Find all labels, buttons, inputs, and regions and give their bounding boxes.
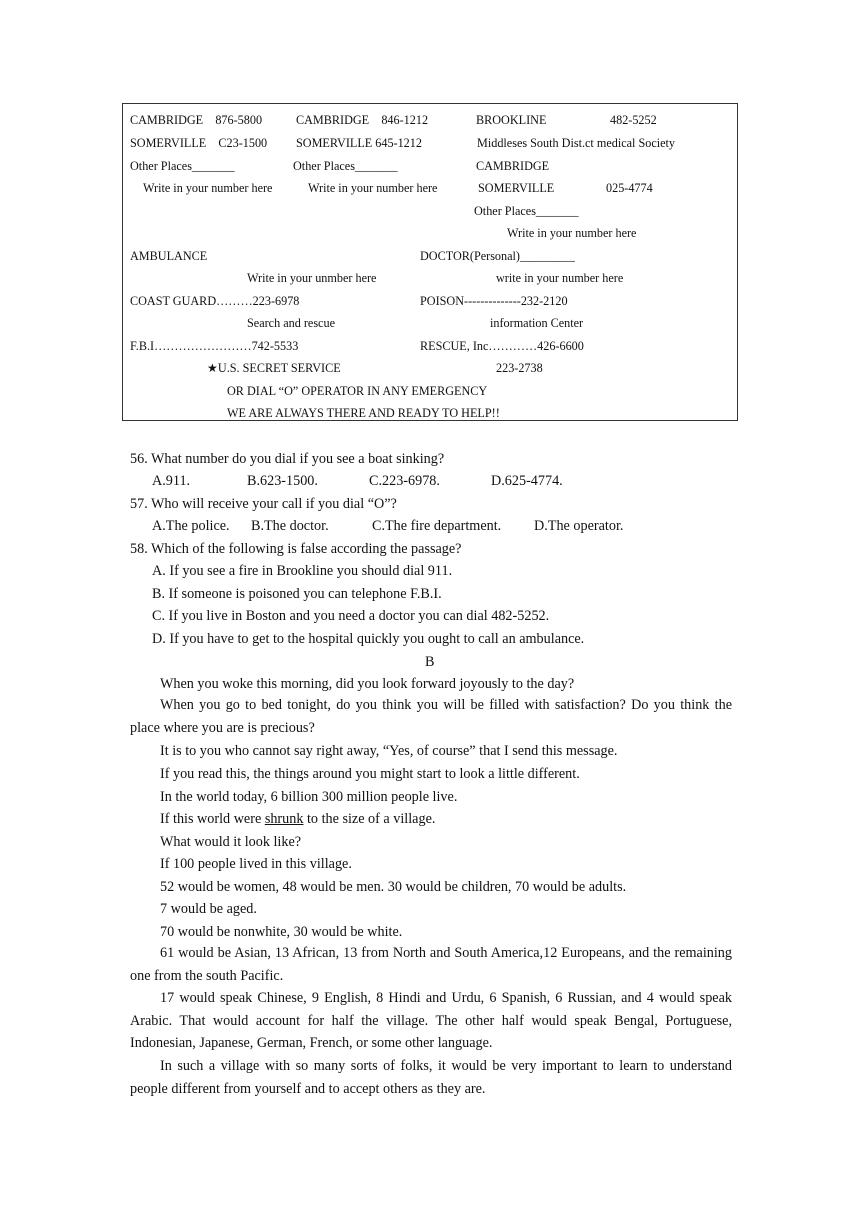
paragraph: In such a village with so many sorts of folks, it would be very important to learn to understand people different from yourself and to accept others as they are. [130,1058,732,1097]
dir-entry: 482-5252 [610,113,657,127]
dir-entry: SOMERVILLE [478,181,555,195]
option-b: B. If someone is poisoned you can telephone F.B.I. [152,586,442,602]
option-b: B.623-1500. [247,473,318,489]
dir-entry: write in your number here [496,271,624,285]
dir-entry: CAMBRIDGE 876-5800 [130,113,263,127]
underlined-word: shrunk [264,811,304,827]
paragraph: If you read this, the things around you might start to look a little different. [160,766,580,782]
paragraph: 17 would speak Chinese, 9 English, 8 Hindi and Urdu, 6 Spanish, 6 Russian, and 4 would speak Arabic. That would account for half the village. The other half would speak Bengal, Portuguese, Indonesian, Japanese, German, French, or some other language. [130,990,732,1052]
paragraph: 52 would be women, 48 would be men. 30 would be children, 70 would be adults. [160,879,627,895]
dir-entry: SOMERVILLE 645-1212 [296,136,422,150]
paragraph: In the world today, 6 billion 300 million people live. [160,789,458,805]
option-d: D. If you have to get to the hospital quickly you ought to call an ambulance. [152,631,585,647]
paragraph: It is to you who cannot say right away, “Yes, of course” that I send this message. [160,743,618,759]
text-run: If this world were [160,811,265,827]
dir-entry: OR DIAL “O” OPERATOR IN ANY EMERGENCY [227,384,488,398]
dir-entry: COAST GUARD………223-6978 [130,294,300,308]
option-d: D.The operator. [534,518,624,534]
question-58: 58. Which of the following is false according the passage? [130,541,462,557]
paragraph [160,810,435,828]
question-57: 57. Who will receive your call if you dial “O”? [130,496,397,512]
paragraph: 7 would be aged. [160,901,257,917]
dir-entry: POISON--------------232-2120 [420,294,568,308]
dir-entry: 223-2738 [496,361,543,375]
dir-entry: WE ARE ALWAYS THERE AND READY TO HELP!! [227,406,500,420]
dir-entry: Write in your number here [308,181,438,195]
dir-entry: Other Places_______ [293,159,398,173]
dir-entry: BROOKLINE [476,113,547,127]
option-b: B.The doctor. [251,518,329,534]
dir-entry: CAMBRIDGE 846-1212 [296,113,429,127]
question-56: 56. What number do you dial if you see a boat sinking? [130,451,445,467]
dir-entry: Middleses South Dist.ct medical Society [477,136,676,150]
dir-entry: Other Places_______ [474,204,579,218]
dir-entry: Search and rescue [247,316,335,330]
dir-entry: Write in your unmber here [247,271,377,285]
paragraph: 70 would be nonwhite, 30 would be white. [160,924,403,940]
dir-entry: SOMERVILLE C23-1500 [130,136,268,150]
paragraph: If 100 people lived in this village. [160,856,352,872]
paragraph: 61 would be Asian, 13 African, 13 from North and South America,12 Europeans, and the remaining one from the south Pacific. [130,945,732,984]
option-c: C. If you live in Boston and you need a doctor you can dial 482-5252. [152,608,550,624]
dir-entry: CAMBRIDGE [476,159,550,173]
dir-entry: Write in your number here [143,181,273,195]
option-c: C.223-6978. [369,473,440,489]
paragraph: What would it look like? [160,834,302,850]
paragraph: When you woke this morning, did you look forward joyously to the day? [160,676,575,692]
dir-entry: F.B.I……………………742-5533 [130,339,299,353]
dir-entry: information Center [490,316,584,330]
dir-entry: RESCUE, Inc…………426-6600 [420,339,584,353]
dir-entry: Write in your number here [507,226,637,240]
option-d: D.625-4774. [491,473,563,489]
option-c: C.The fire department. [372,518,502,534]
text-run: to the size of a village. [303,811,436,827]
dir-entry: AMBULANCE [130,249,208,263]
dir-entry: 025-4774 [606,181,653,195]
option-a: A.The police. [152,518,230,534]
section-heading: B [425,654,435,670]
option-a: A.911. [152,473,191,489]
dir-entry: DOCTOR(Personal)_________ [420,249,575,263]
dir-entry: ★U.S. SECRET SERVICE [207,361,341,375]
option-a: A. If you see a fire in Brookline you should dial 911. [152,563,453,579]
dir-entry: Other Places_______ [130,159,235,173]
paragraph: When you go to bed tonight, do you think you will be filled with satisfaction? Do you think the place where you are is precious? [130,697,732,736]
